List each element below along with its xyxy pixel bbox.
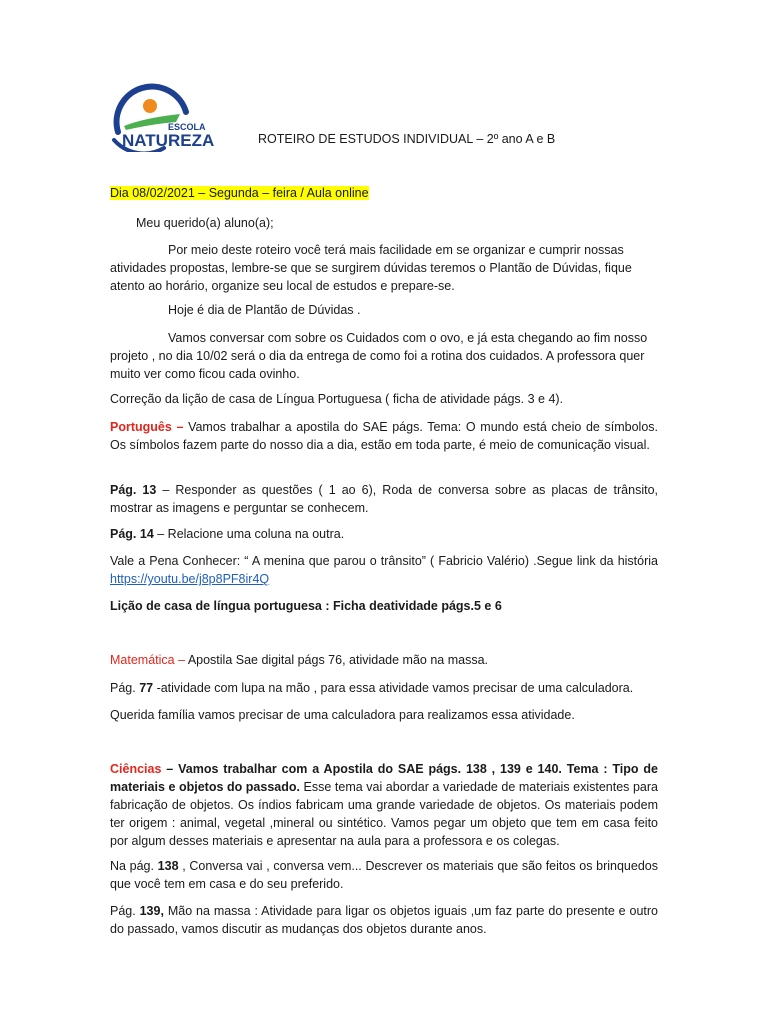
vale-text: Vale a Pena Conhecer: “ A menina que parou o trânsito” ( Fabricio Valério) .Segue link da história	[110, 554, 658, 568]
pag14-line	[110, 525, 658, 543]
ciencias-text: Esse tema vai abordar a variedade de materiais existentes para fabricação de objetos. Os índios fabricam uma grande variedade de objetos. Os materiais podem ter origem : animal, vegetal ,mineral ou sintético. Vamos pegar um objeto que tem em casa feito por algum desses materiais e apresentar na aula para a professora e os colegas.	[110, 780, 658, 848]
logo-big-text: NATUREZA	[122, 131, 215, 150]
pag138-text: , Conversa vai , conversa vem... Descrever os materiais que são feitos os brinquedos que você tem em casa e do seu preferido.	[110, 859, 658, 891]
ciencias-bold-text: – Vamos trabalhar com a Apostila do SAE págs. 138 , 139 e 140. Tema : Tipo de materiais e objetos do passado.	[110, 762, 658, 794]
pag13-paragraph	[110, 481, 658, 517]
pag77-text: -atividade com lupa na mão , para essa atividade vamos precisar de uma calculadora.	[153, 681, 634, 695]
plantao-line: Hoje é dia de Plantão de Dúvidas .	[168, 303, 361, 317]
pag14-label: Pág. 14	[110, 527, 154, 541]
pag13-text: – Responder as questões ( 1 ao 6), Roda de conversa sobre as placas de trânsito, mostrar as imagens e perguntar se conhecem.	[110, 483, 659, 515]
document-title: ROTEIRO DE ESTUDOS INDIVIDUAL – 2º ano A e B	[258, 132, 556, 146]
logo-small-text: ESCOLA	[168, 122, 206, 132]
school-logo	[104, 82, 244, 152]
pag139-number: 139,	[139, 904, 164, 918]
portugues-paragraph	[110, 418, 658, 454]
portugues-label: Português –	[110, 420, 184, 434]
pag139-paragraph	[110, 902, 658, 938]
ciencias-paragraph	[110, 760, 658, 850]
portugues-text: Vamos trabalhar a apostila do SAE págs. Tema: O mundo está cheio de símbolos. Os símbolos fazem parte do nosso dia a dia, estão em toda parte, é meio de comunicação visual.	[110, 420, 658, 452]
date-line	[110, 184, 658, 202]
pag13-label: Pág. 13	[110, 483, 157, 497]
matematica-label: Matemática –	[110, 653, 186, 667]
ciencias-label: Ciências	[110, 762, 162, 776]
ovo-paragraph: Vamos conversar com sobre os Cuidados com o ovo, e já esta chegando ao fim nosso projeto , no dia 10/02 será o dia da entrega de como foi a rotina dos cuidados. A professora quer muito ver como ficou cada ovinho.	[110, 331, 648, 381]
pag138-prefix: Na pág.	[110, 859, 158, 873]
date-highlight: Dia 08/02/2021 – Segunda – feira / Aula online	[110, 186, 369, 200]
pag77-line	[110, 679, 658, 697]
pag139-text: Mão na massa : Atividade para ligar os objetos iguais ,um faz parte do presente e outro do passado, vamos discutir as mudanças dos objetos durante anos.	[110, 904, 659, 936]
pag138-number: 138	[157, 859, 179, 873]
pag138-paragraph	[110, 857, 658, 893]
familia-line: Querida família vamos precisar de uma calculadora para realizamos essa atividade.	[110, 708, 575, 722]
matematica-text: Apostila Sae digital págs 76, atividade mão na massa.	[185, 653, 488, 667]
greeting: Meu querido(a) aluno(a);	[136, 216, 274, 230]
matematica-line	[110, 651, 658, 669]
pag77-prefix: Pág.	[110, 681, 140, 695]
intro-paragraph: Por meio deste roteiro você terá mais facilidade em se organizar e cumprir nossas atividades propostas, lembre-se que se surgirem dúvidas teremos o Plantão de Dúvidas, fique atento ao horário, organize seu local de estudos e prepare-se.	[110, 243, 632, 293]
pag139-prefix: Pág.	[110, 904, 140, 918]
licao-portugues: Lição de casa de língua portuguesa : Ficha deatividade págs.5 e 6	[110, 599, 502, 613]
story-link[interactable]: https://youtu.be/j8p8PF8ir4Q	[110, 572, 270, 586]
document-header	[104, 82, 724, 152]
pag14-text: – Relacione uma coluna na outra.	[153, 527, 345, 541]
pag77-number: 77	[139, 681, 154, 695]
correcao-line: Correção da lição de casa de Língua Portuguesa ( ficha de atividade págs. 3 e 4).	[110, 392, 564, 406]
vale-paragraph	[110, 552, 658, 588]
